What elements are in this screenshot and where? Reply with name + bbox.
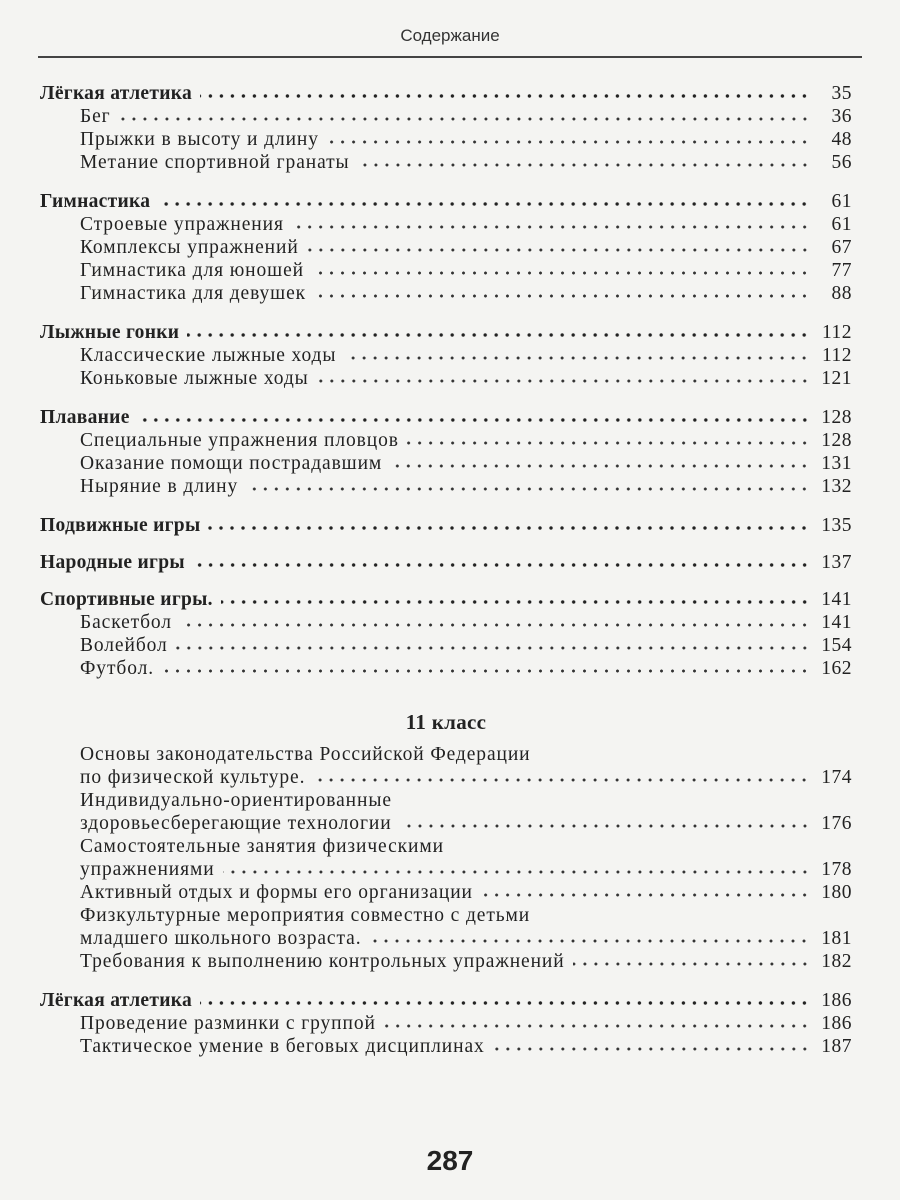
entry-page: 154	[821, 635, 852, 656]
entry-page: 128	[821, 430, 852, 451]
dot-leader	[369, 938, 810, 944]
toc-entry	[40, 588, 852, 611]
toc-section-athletics-11	[40, 989, 852, 1058]
entry-page: 186	[821, 990, 852, 1011]
toc-subentry	[40, 657, 852, 680]
entry-page: 88	[831, 283, 852, 304]
toc-subentry	[40, 367, 852, 390]
dot-leader	[162, 668, 810, 674]
toc-subentry	[40, 429, 852, 452]
dot-leader	[407, 440, 810, 446]
toc-subentry	[40, 634, 852, 657]
entry-page: 61	[831, 214, 852, 235]
entry-page: 141	[821, 612, 852, 633]
dot-leader	[314, 293, 810, 299]
toc-subentry	[40, 950, 852, 973]
dot-leader	[481, 892, 810, 898]
entry-title: Волейбол	[80, 635, 168, 656]
entry-page: 112	[821, 345, 852, 366]
toc-entry	[40, 82, 852, 105]
entry-title: Самостоятельные занятия физическими	[80, 836, 444, 857]
entry-title: Баскетбол	[80, 612, 172, 633]
toc-section-skiing	[40, 321, 852, 390]
entry-title: Гимнастика для юношей	[80, 260, 304, 281]
entry-title: Ныряние в длину	[80, 476, 239, 497]
toc-subentry	[40, 881, 852, 904]
entry-title: Требования к выполнению контрольных упражнений	[80, 951, 565, 972]
toc-section-swimming	[40, 406, 852, 498]
toc-section-sports-games	[40, 588, 852, 680]
entry-page: 36	[831, 106, 852, 127]
entry-title: здоровьесберегающие технологии	[80, 813, 392, 834]
entry-title: Индивидуально-ориентированные	[80, 790, 392, 811]
entry-page: 178	[821, 859, 852, 880]
dot-leader	[223, 869, 810, 875]
grade-heading: 11 класс	[405, 710, 487, 734]
toc-section-athletics	[40, 82, 852, 174]
running-title: Содержание	[38, 26, 862, 58]
toc-section-outdoor-games	[40, 514, 852, 537]
entry-title: упражнениями	[80, 859, 215, 880]
dot-leader	[312, 270, 810, 276]
toc-subentry	[40, 452, 852, 475]
entry-page: 162	[821, 658, 852, 679]
toc-subentry	[40, 475, 852, 498]
toc-entry	[40, 190, 852, 213]
entry-title: Лёгкая атлетика	[40, 83, 193, 104]
entry-title: Оказание помощи пострадавшим	[80, 453, 383, 474]
entry-page: 128	[821, 407, 852, 428]
toc-entry	[40, 989, 852, 1012]
entry-page: 61	[831, 191, 852, 212]
entry-title: Классические лыжные ходы	[80, 345, 337, 366]
toc-subentry	[40, 151, 852, 174]
entry-title: Основы законодательства Российской Федерации	[80, 744, 531, 765]
toc-subentry	[40, 927, 852, 950]
entry-title: Гимнастика	[40, 191, 151, 212]
toc-subentry-line	[40, 835, 852, 858]
entry-page: 112	[821, 322, 852, 343]
entry-title: Лыжные гонки	[40, 322, 180, 343]
dot-leader	[493, 1046, 810, 1052]
entry-page: 121	[821, 368, 852, 389]
entry-title: Плавание	[40, 407, 130, 428]
dot-leader	[400, 823, 810, 829]
entry-title: Метание спортивной гранаты	[80, 152, 350, 173]
dot-leader	[292, 224, 810, 230]
entry-page: 131	[821, 453, 852, 474]
toc-subentry	[40, 128, 852, 151]
entry-page: 180	[821, 882, 852, 903]
entry-title: Спортивные игры.	[40, 589, 213, 610]
entry-page: 56	[831, 152, 852, 173]
entry-page: 67	[831, 237, 852, 258]
dot-leader	[313, 777, 810, 783]
table-of-contents	[40, 82, 852, 1074]
toc-section-folk-games	[40, 551, 852, 574]
toc-subentry	[40, 236, 852, 259]
entry-title: Тактическое умение в беговых дисциплинах	[80, 1036, 485, 1057]
toc-subentry	[40, 1012, 852, 1035]
toc-entry	[40, 321, 852, 344]
entry-title: Подвижные игры	[40, 515, 201, 536]
toc-subentry	[40, 259, 852, 282]
entry-title: Коньковые лыжные ходы	[80, 368, 309, 389]
entry-title: Строевые упражнения	[80, 214, 284, 235]
entry-title: Физкультурные мероприятия совместно с детьми	[80, 905, 531, 926]
toc-subentry	[40, 766, 852, 789]
entry-page: 132	[821, 476, 852, 497]
dot-leader	[158, 201, 810, 207]
dot-leader	[176, 645, 810, 651]
dot-leader	[138, 417, 810, 423]
entry-title: Специальные упражнения пловцов	[80, 430, 399, 451]
dot-leader	[317, 378, 810, 384]
dot-leader	[193, 562, 810, 568]
entry-title: Лёгкая атлетика	[40, 990, 193, 1011]
dot-leader	[358, 162, 810, 168]
dot-leader	[200, 1000, 810, 1006]
toc-subentry-line	[40, 743, 852, 766]
toc-subentry	[40, 611, 852, 634]
dot-leader	[390, 463, 810, 469]
entry-title: Комплексы упражнений	[80, 237, 299, 258]
toc-entry	[40, 406, 852, 429]
toc-subentry	[40, 344, 852, 367]
entry-title: Проведение разминки с группой	[80, 1013, 376, 1034]
entry-page: 77	[831, 260, 852, 281]
entry-title: Прыжки в высоту и длину	[80, 129, 319, 150]
toc-subentry	[40, 1035, 852, 1058]
entry-title: Футбол.	[80, 658, 154, 679]
toc-subentry-line	[40, 904, 852, 927]
dot-leader	[221, 599, 810, 605]
toc-subentry-line	[40, 789, 852, 812]
entry-page: 182	[821, 951, 852, 972]
toc-subentry	[40, 858, 852, 881]
entry-title: по физической культуре.	[80, 767, 306, 788]
dot-leader	[119, 116, 810, 122]
dot-leader	[384, 1023, 810, 1029]
toc-subentry	[40, 213, 852, 236]
toc-subentry	[40, 282, 852, 305]
dot-leader	[187, 332, 810, 338]
entry-page: 174	[821, 767, 852, 788]
entry-page: 187	[821, 1036, 852, 1057]
entry-page: 48	[831, 129, 852, 150]
page-number: 287	[426, 1145, 474, 1176]
dot-leader	[208, 525, 810, 531]
dot-leader	[180, 622, 810, 628]
dot-leader	[344, 355, 810, 361]
entry-title: Активный отдых и формы его организации	[80, 882, 473, 903]
entry-page: 135	[821, 515, 852, 536]
entry-page: 35	[831, 83, 852, 104]
entry-page: 186	[821, 1013, 852, 1034]
entry-title: Гимнастика для девушек	[80, 283, 307, 304]
dot-leader	[327, 139, 810, 145]
entry-page: 137	[821, 552, 852, 573]
entry-title: Народные игры	[40, 552, 185, 573]
dot-leader	[307, 247, 810, 253]
entry-title: младшего школьного возраста.	[80, 928, 362, 949]
entry-page: 141	[821, 589, 852, 610]
toc-entry	[40, 551, 852, 574]
entry-page: 176	[821, 813, 852, 834]
toc-entry	[40, 514, 852, 537]
toc-subentry	[40, 105, 852, 128]
toc-subentry	[40, 812, 852, 835]
dot-leader	[573, 961, 810, 967]
entry-title: Бег	[80, 106, 111, 127]
dot-leader	[246, 486, 810, 492]
dot-leader	[200, 93, 810, 99]
toc-section-theory	[40, 743, 852, 973]
entry-page: 181	[821, 928, 852, 949]
toc-section-gymnastics	[40, 190, 852, 305]
